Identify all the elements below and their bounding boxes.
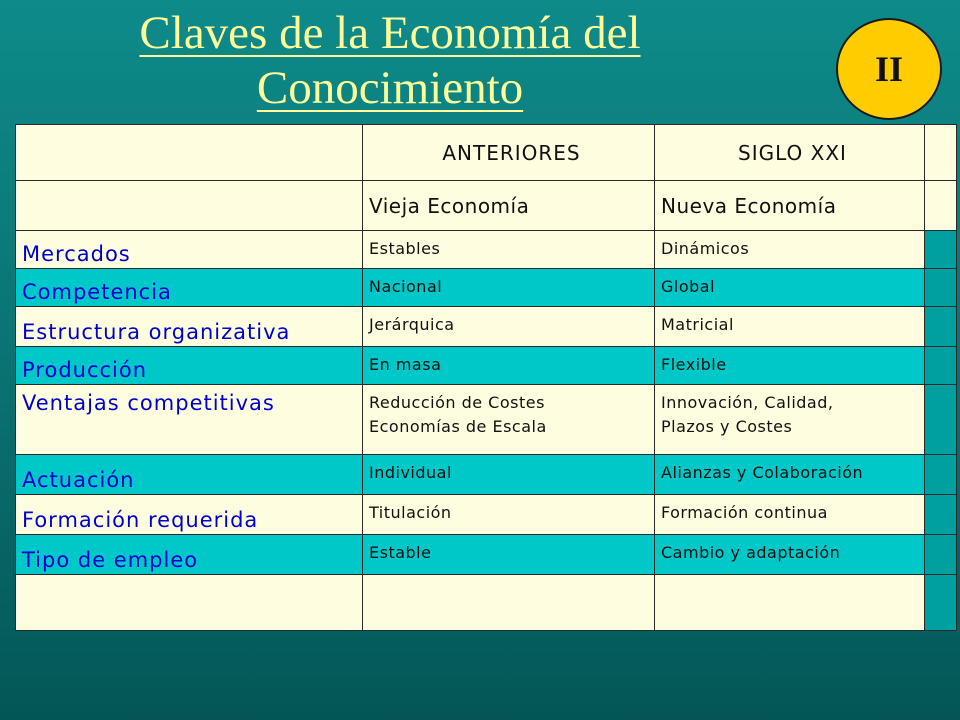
row-old-value: Jerárquica <box>363 307 655 347</box>
row-old-value: Estables <box>363 231 655 269</box>
row-old-value: En masa <box>363 347 655 385</box>
row-new-value: Formación continua <box>655 495 925 535</box>
row-new-value: Global <box>655 269 925 307</box>
title-line-2: Conocimiento <box>256 62 524 114</box>
row-filler-cell <box>925 535 957 575</box>
row-category: Producción <box>16 347 363 385</box>
row-new-value <box>655 385 925 455</box>
subheader-vieja-economia: Vieja Economía <box>363 181 655 231</box>
header-siglo-xxi: SIGLO XXI <box>655 125 925 181</box>
row-category: Estructura organizativa <box>16 307 363 347</box>
header-empty-cell <box>16 125 363 181</box>
row-category: Tipo de empleo <box>16 535 363 575</box>
row-filler-cell <box>925 495 957 535</box>
row-new-value: Matricial <box>655 307 925 347</box>
row-new-value: Dinámicos <box>655 231 925 269</box>
title-line-1: Claves de la Economía del <box>139 7 641 59</box>
subheader-filler-cell <box>925 181 957 231</box>
row-filler-cell <box>925 385 957 455</box>
table-row <box>16 269 957 307</box>
row-new-value-line-1: Innovación, Calidad, <box>661 393 834 412</box>
table-subheader-row <box>16 181 957 231</box>
row-new-value-line-2: Plazos y Costes <box>661 417 793 436</box>
row-filler-cell <box>925 455 957 495</box>
row-new-value: Cambio y adaptación <box>655 535 925 575</box>
row-old-value: Individual <box>363 455 655 495</box>
table-empty-row <box>16 575 957 631</box>
header-filler-cell <box>925 125 957 181</box>
table-row <box>16 495 957 535</box>
row-new-value: Alianzas y Colaboración <box>655 455 925 495</box>
row-category: Mercados <box>16 231 363 269</box>
slide-title <box>60 6 720 116</box>
row-filler-cell <box>925 269 957 307</box>
row-filler-cell <box>925 307 957 347</box>
row-old-value: Titulación <box>363 495 655 535</box>
section-badge: II <box>836 18 942 120</box>
table-row <box>16 535 957 575</box>
table-header-row <box>16 125 957 181</box>
header-anteriores: ANTERIORES <box>363 125 655 181</box>
table-row <box>16 307 957 347</box>
row-new-value: Flexible <box>655 347 925 385</box>
subheader-empty-cell <box>16 181 363 231</box>
row-category: Competencia <box>16 269 363 307</box>
empty-cell <box>363 575 655 631</box>
row-old-value-line-2: Economías de Escala <box>369 417 547 436</box>
row-old-value-line-1: Reducción de Costes <box>369 393 545 412</box>
row-filler-cell <box>925 347 957 385</box>
empty-filler-cell <box>925 575 957 631</box>
table-row <box>16 231 957 269</box>
row-old-value: Estable <box>363 535 655 575</box>
table-row <box>16 347 957 385</box>
row-old-value: Nacional <box>363 269 655 307</box>
row-old-value <box>363 385 655 455</box>
row-category: Formación requerida <box>16 495 363 535</box>
empty-cell <box>655 575 925 631</box>
subheader-nueva-economia: Nueva Economía <box>655 181 925 231</box>
row-category: Actuación <box>16 455 363 495</box>
row-filler-cell <box>925 231 957 269</box>
table-row <box>16 455 957 495</box>
table-row <box>16 385 957 455</box>
comparison-table <box>15 124 957 631</box>
row-category: Ventajas competitivas <box>16 385 363 455</box>
empty-cell <box>16 575 363 631</box>
